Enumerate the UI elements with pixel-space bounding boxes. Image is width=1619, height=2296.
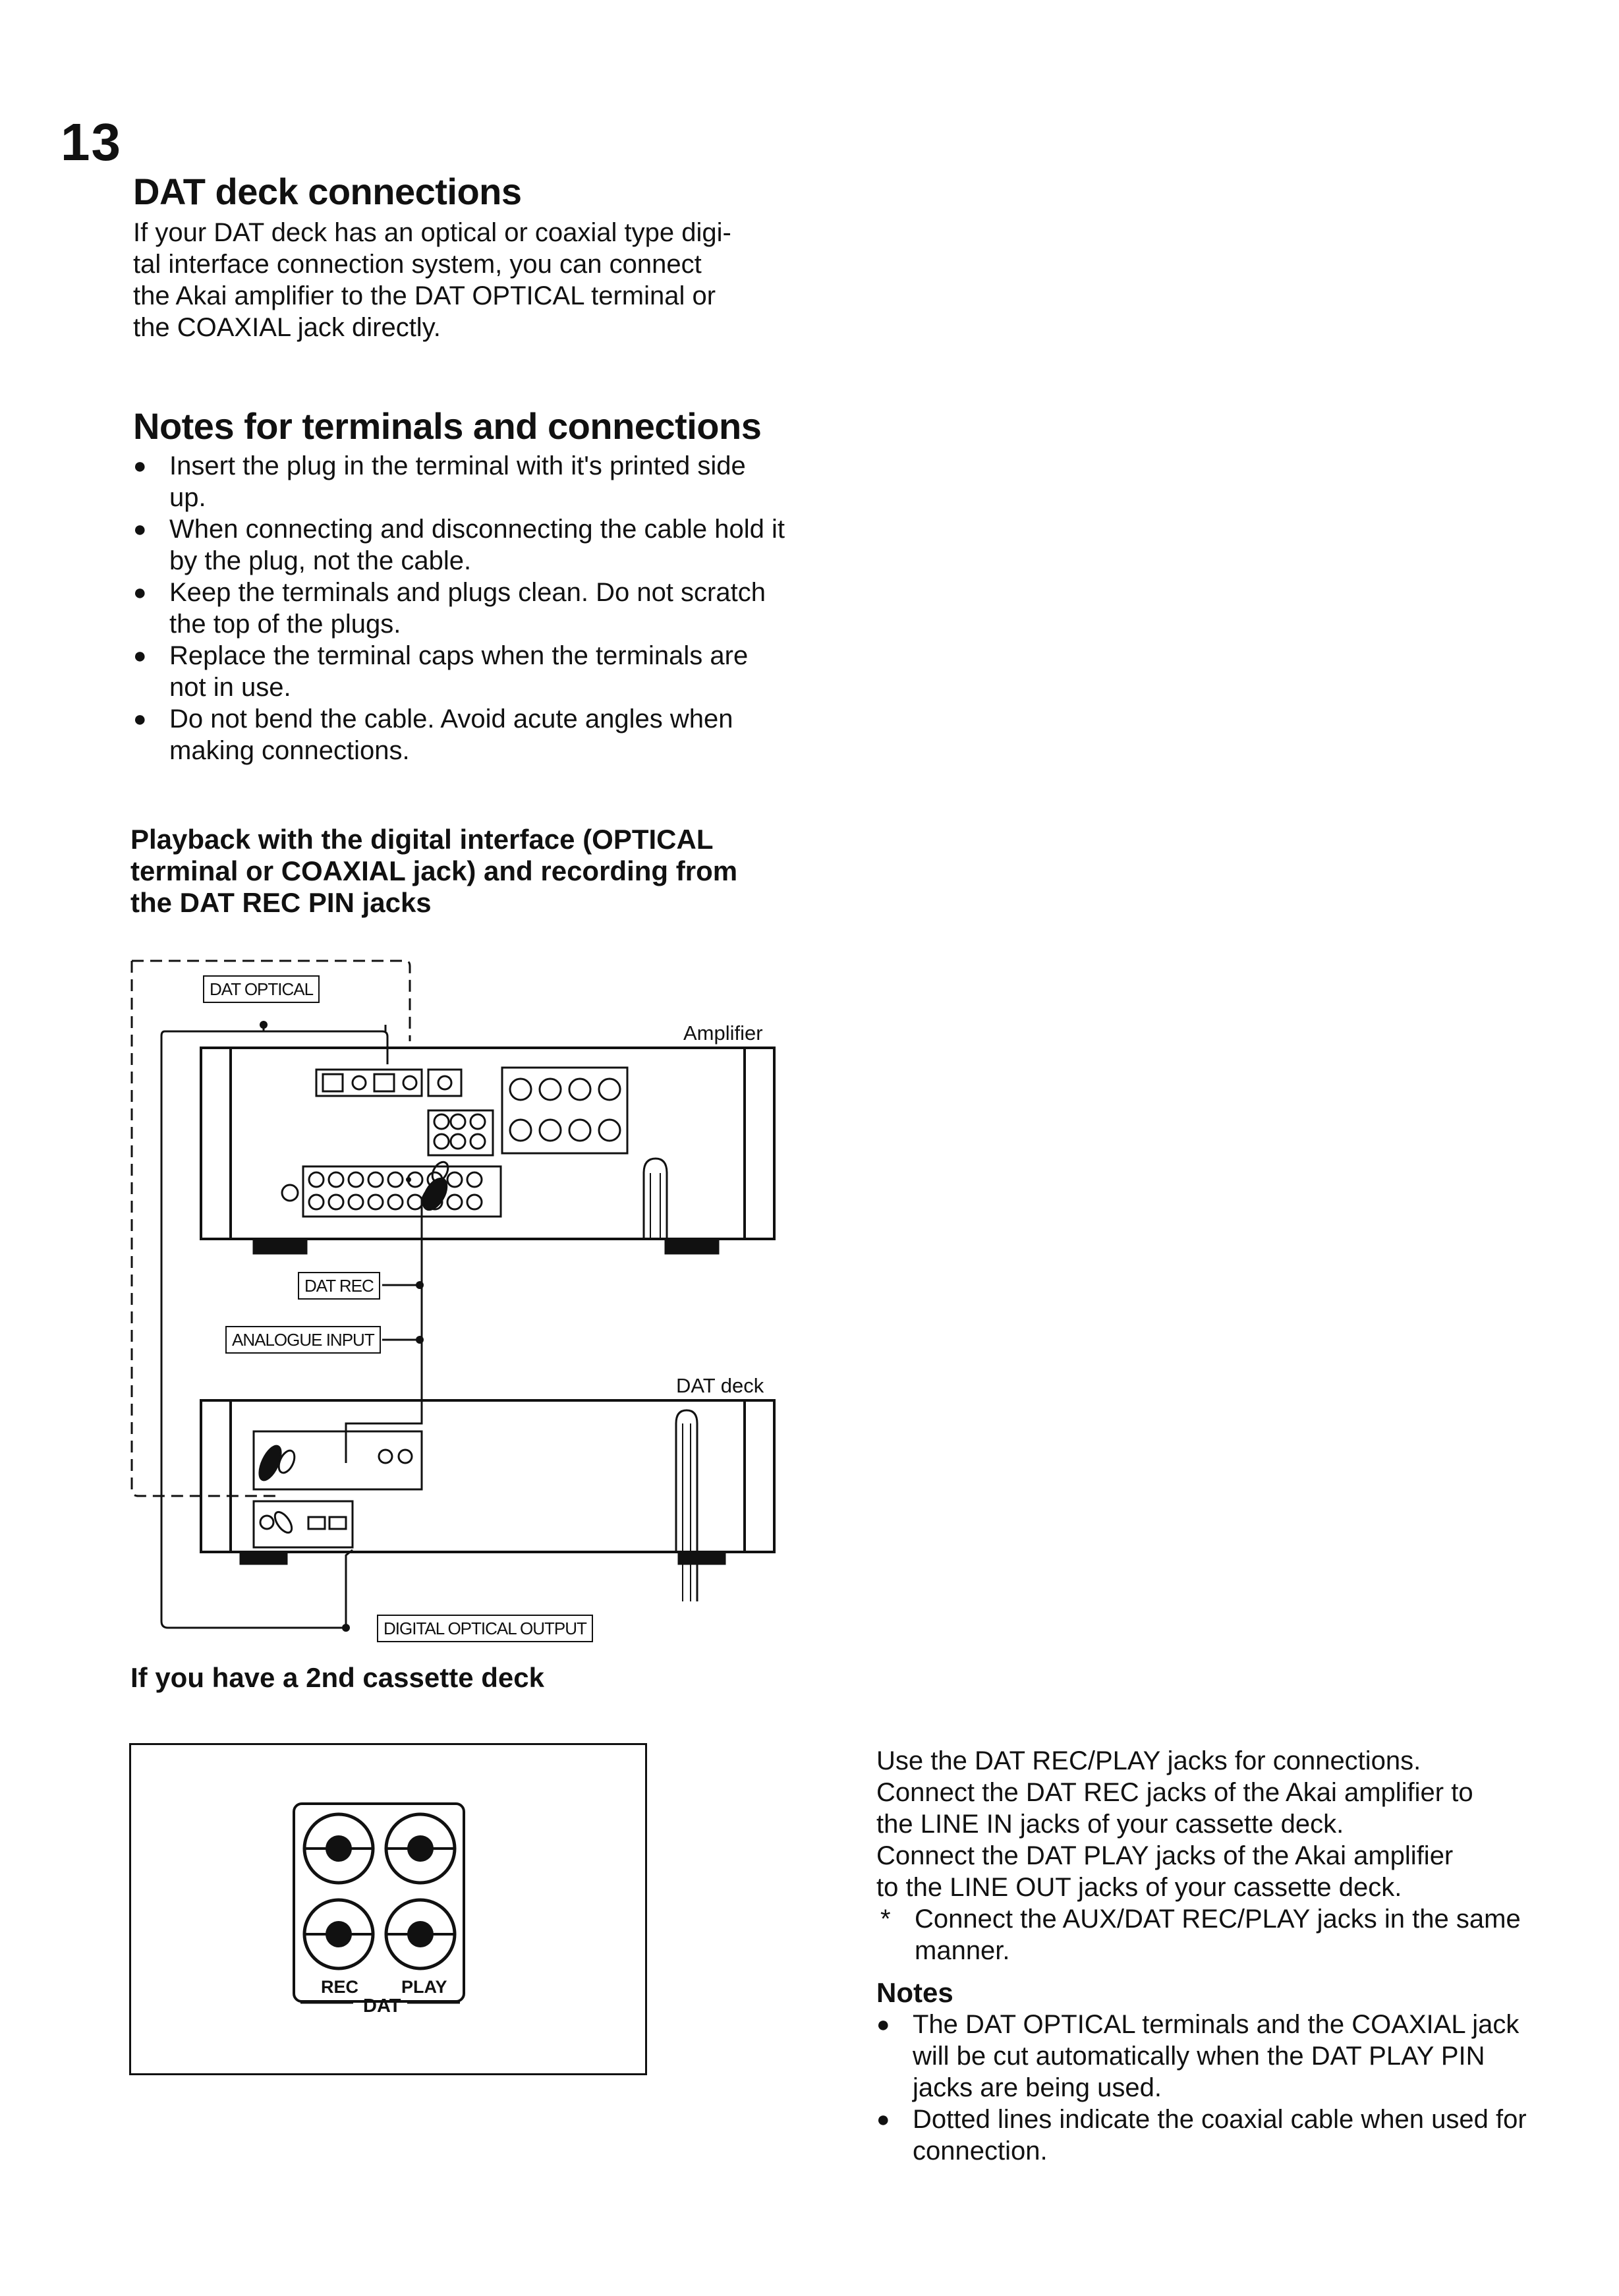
rec-label: REC [321,1977,359,1997]
dat-section [133,170,789,343]
dat-deck-label: DAT deck [676,1374,764,1397]
label-digital-optical-output: DIGITAL OPTICAL OUTPUT [377,1615,593,1642]
dat-jacks-svg [129,1743,647,2075]
label-analogue-input: ANALOGUE INPUT [225,1326,381,1354]
right-line-3: the LINE IN jacks of your cassette deck. [876,1810,1344,1839]
cassette-heading [130,1662,544,1694]
dat-line-1: If your DAT deck has an optical or coaxial type digi- [133,218,731,247]
play-label: PLAY [401,1977,447,1997]
asterisk-item: * Connect the AUX/DAT REC/PLAY jacks in the same manner. [876,1903,1548,1966]
cassette-heading-text: If you have a 2nd cassette deck [130,1662,544,1693]
dat-line-2: tal interface connection system, you can connect [133,250,702,279]
note-item: ● Insert the plug in the terminal with it's printed side up. [133,450,785,513]
notes-list [133,450,785,766]
right-note-item: ● Dotted lines indicate the coaxial cable when used for connection. [876,2104,1548,2167]
label-dat-rec: DAT REC [298,1272,380,1300]
notes-section-title: Notes for terminals and connections [133,405,762,447]
coaxial-dashed-line [132,961,280,1496]
right-column [876,1745,1548,2167]
dat-line-4: the COAXIAL jack directly. [133,313,441,342]
right-notes-list [876,2009,1548,2167]
dat-jacks-diagram [129,1743,647,2075]
dat-section-title: DAT deck connections [133,171,522,212]
optical-cable [346,1550,353,1628]
right-note-item: ● The DAT OPTICAL terminals and the COAXIAL jack will be cut automatically when the DAT PLAY PIN jacks are being used. [876,2009,1548,2104]
playback-heading-line: terminal or COAXIAL jack) and recording from [130,855,738,886]
right-line-4: Connect the DAT PLAY jacks of the Akai amplifier [876,1841,1454,1870]
right-line-2: Connect the DAT REC jacks of the Akai amplifier to [876,1778,1473,1807]
asterisk-list [876,1903,1548,1966]
amplifier-body [201,1048,774,1239]
right-line-1: Use the DAT REC/PLAY jacks for connections. [876,1746,1421,1775]
dat-line-3: the Akai amplifier to the DAT OPTICAL terminal or [133,281,716,310]
label-dat-optical: DAT OPTICAL [203,975,320,1003]
notes-title: Notes [876,1977,953,2008]
dat-deck-body [201,1400,774,1552]
note-item: ● Keep the terminals and plugs clean. Do not scratch the top of the plugs. [133,577,785,640]
right-line-5: to the LINE OUT jacks of your cassette deck. [876,1873,1402,1902]
note-item: ● When connecting and disconnecting the cable hold it by the plug, not the cable. [133,513,785,577]
page-number: 13 [61,113,122,171]
amplifier-label: Amplifier [683,1021,763,1045]
note-item: ● Replace the terminal caps when the terminals are not in use. [133,640,785,703]
connection-diagram-svg [125,949,784,1641]
playback-heading [130,824,789,919]
dat-label: DAT [363,1995,401,2017]
playback-heading-line: Playback with the digital interface (OPTICAL [130,824,714,855]
notes-section [133,405,789,766]
connection-diagram [125,949,784,1641]
note-item: ● Do not bend the cable. Avoid acute angles when making connections. [133,703,785,766]
playback-heading-line: the DAT REC PIN jacks [130,887,432,918]
